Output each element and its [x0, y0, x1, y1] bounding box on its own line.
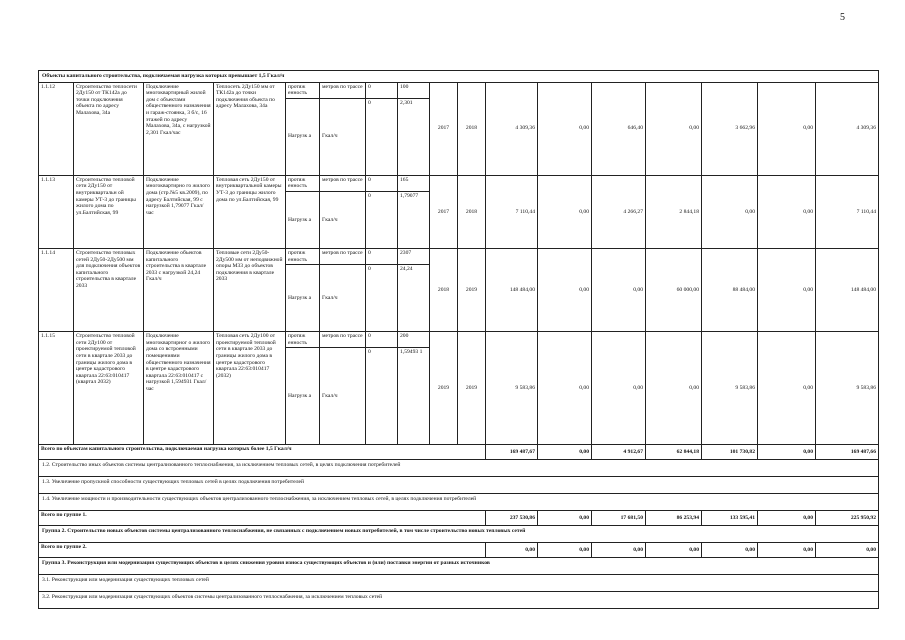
- note-row: 1.4. Увеличение мощности и производительности существующих объектов централизованного теплоснабжения, за исключением тепловых сетей, в целях подключения потребителей: [39, 494, 879, 511]
- total-value: 0,00: [816, 543, 879, 558]
- group2-title: Группа 2. Строительство новых объектов системы централизованного теплоснабжения, не связанных с подключением новых потребителей, в том числе строительство новых тепловых сетей: [39, 526, 879, 543]
- param-after: 100: [398, 82, 430, 98]
- item-purpose: Подключение объектов капитального строительства в квартале 2033 с нагрузкой 24,24 Гкал/ч: [144, 248, 214, 331]
- param-name: протяж енность: [286, 248, 320, 264]
- total-value: 4 912,67: [592, 445, 646, 460]
- total-value: 0,00: [538, 445, 592, 460]
- total-value: 225 950,92: [816, 511, 879, 526]
- cost-value: 88 484,00: [702, 248, 758, 331]
- cost-value: 0,00: [758, 82, 816, 175]
- cost-value: 0,00: [592, 332, 646, 445]
- cost-value: 646,40: [592, 82, 646, 175]
- param-before: 0: [366, 348, 398, 445]
- note-row: 3.1. Реконструкция или модернизация существующих тепловых сетей: [39, 575, 879, 592]
- cost-value: 0,00: [592, 248, 646, 331]
- note-row: 3.2. Реконструкция или модернизация существующих объектов системы централизованного теплоснабжения, за исключением тепловых сетей: [39, 592, 879, 609]
- group3-title: Группа 3. Реконструкция или модернизация существующих объектов в целях снижения уровня износа существующих объектов и (или) поставки энергии от разных источников: [39, 558, 879, 575]
- param-unit: метров по трассе: [320, 82, 366, 98]
- item-location: Тепловые сети 2Ду50-2Ду500 мм от неподвижной опоры М33 до объектов подключения в квартале 2033: [214, 248, 286, 331]
- total-value: 0,00: [758, 543, 816, 558]
- item-name: Строительство тепловой сети 2Ду150 от внутриквартальн ой камеры УТ-3 до границы жилого дома по ул.Балтийская, 99: [74, 175, 144, 248]
- group2-title: [39, 526, 879, 543]
- note-row: [39, 575, 879, 592]
- project-row: [39, 82, 879, 98]
- cost-value: 0,00: [538, 175, 592, 248]
- total-value: 237 530,86: [486, 511, 538, 526]
- param-after: 200: [398, 332, 430, 348]
- item-number: 1.1.12: [39, 82, 74, 175]
- group3-title: [39, 558, 879, 575]
- param-name: протяж енность: [286, 332, 320, 348]
- param-name: Нагрузк а: [286, 98, 320, 175]
- total-capital-row: [39, 445, 879, 460]
- total-value: 0,00: [486, 543, 538, 558]
- year-start: 2017: [430, 82, 458, 175]
- param-unit: Гкал/ч: [320, 265, 366, 332]
- note-row: [39, 460, 879, 477]
- cost-value: 0,00: [538, 248, 592, 331]
- cost-value: 2 844,18: [646, 175, 702, 248]
- param-after: 1,59493 1: [398, 348, 430, 445]
- cost-value: 148 484,00: [486, 248, 538, 331]
- total-value: 169 487,67: [486, 445, 538, 460]
- cost-value: 0,00: [758, 248, 816, 331]
- total-group2-row: [39, 543, 879, 558]
- param-before: 0: [366, 98, 398, 175]
- param-unit: Гкал/ч: [320, 348, 366, 445]
- year-end: 2019: [458, 332, 486, 445]
- param-name: Нагрузк а: [286, 265, 320, 332]
- total-label: Всего по объектам капитального строительства, подключаемая нагрузка которых более 1,5 Гкал/ч: [39, 445, 486, 460]
- item-name: Строительство тепловых сетей 2Ду50-2Ду500 мм для подключения объектов капитального строительства в квартале 2033: [74, 248, 144, 331]
- param-unit: Гкал/ч: [320, 98, 366, 175]
- item-purpose: Подключение многоквартирно го жилого дома (стр.№5 кв.2009), по адресу Балтийская, 99 с нагрузкой 1,79077 Гкал/час: [144, 175, 214, 248]
- item-location: Тепловая сеть 2Ду100 от проектируемой тепловой сети в квартале 2033 до границы жилого дома в центре кадастрового квартала 22:63:010417 (2032): [214, 332, 286, 445]
- cost-value: 0,00: [646, 332, 702, 445]
- year-start: 2018: [430, 248, 458, 331]
- note-row: 1.3. Увеличение пропускной способности существующих тепловых сетей в целях подключения потребителей: [39, 477, 879, 494]
- project-row: [39, 332, 879, 348]
- cost-value: 0,00: [758, 332, 816, 445]
- cost-value: 9 583,86: [486, 332, 538, 445]
- total-value: 62 844,18: [646, 445, 702, 460]
- param-name: Нагрузк а: [286, 348, 320, 445]
- cost-value: 4 309,36: [816, 82, 879, 175]
- cost-value: 9 583,86: [816, 332, 879, 445]
- item-name: Строительство тепловой сети 2Ду100 от проектируемой тепловой сети в квартале 2033 до границы жилого дома в центре кадастрового квартала 22:63:010417 (квартал 2032): [74, 332, 144, 445]
- cost-value: 4 309,36: [486, 82, 538, 175]
- cost-value: 0,00: [538, 82, 592, 175]
- year-end: 2018: [458, 175, 486, 248]
- param-unit: метров по трассе: [320, 332, 366, 348]
- item-location: Теплосеть 2Ду150 мм от ТК142а до точки подключения объекта по адресу Малахова, 34а: [214, 82, 286, 175]
- total-label: Всего по группе 1.: [39, 511, 486, 526]
- cost-value: 0,00: [646, 82, 702, 175]
- cost-value: 9 583,86: [702, 332, 758, 445]
- note-row: [39, 592, 879, 609]
- project-row: [39, 175, 879, 191]
- param-before: 0: [366, 332, 398, 348]
- cost-value: 60 000,00: [646, 248, 702, 331]
- note-row: 1.2. Строительство иных объектов системы централизованного теплоснабжения, за исключением тепловых сетей, в целях подключения потребителей: [39, 460, 879, 477]
- item-number: 1.1.13: [39, 175, 74, 248]
- param-before: 0: [366, 175, 398, 191]
- total-value: 0,00: [702, 543, 758, 558]
- total-value: 0,00: [646, 543, 702, 558]
- param-after: 165: [398, 175, 430, 191]
- cost-value: 7 110,44: [486, 175, 538, 248]
- item-name: Строительство теплосети 2Ду150 от ТК142а до точки подключения объекта по адресу Малахова, 34а: [74, 82, 144, 175]
- param-after: 24,24: [398, 265, 430, 332]
- page-number: 5: [840, 12, 845, 23]
- cost-value: 0,00: [702, 175, 758, 248]
- year-end: 2019: [458, 248, 486, 331]
- param-unit: Гкал/ч: [320, 191, 366, 248]
- item-purpose: Подключение многоквартирног о жилого дома со встроенными помещениями общественного назначения в центре кадастрового квартала 22:63:010417 с нагрузкой 1,594931 Гкал/час: [144, 332, 214, 445]
- param-name: Нагрузк а: [286, 191, 320, 248]
- param-before: 0: [366, 191, 398, 248]
- project-row: [39, 248, 879, 264]
- year-start: 2019: [430, 332, 458, 445]
- cost-value: 148 484,00: [816, 248, 879, 331]
- param-name: протяж енность: [286, 175, 320, 191]
- cost-value: 4 266,27: [592, 175, 646, 248]
- total-value: 17 681,50: [592, 511, 646, 526]
- param-name: протяж енность: [286, 82, 320, 98]
- param-after: 2,301: [398, 98, 430, 175]
- section-title-row: [39, 71, 879, 83]
- param-after: 2307: [398, 248, 430, 264]
- total-value: 86 253,94: [646, 511, 702, 526]
- total-value: 0,00: [592, 543, 646, 558]
- total-value: 0,00: [758, 445, 816, 460]
- total-value: 0,00: [538, 511, 592, 526]
- note-row: [39, 494, 879, 511]
- total-label: Всего по группе 2.: [39, 543, 486, 558]
- year-start: 2017: [430, 175, 458, 248]
- total-value: 0,00: [758, 511, 816, 526]
- cost-value: 0,00: [538, 332, 592, 445]
- total-value: 101 730,82: [702, 445, 758, 460]
- total-value: 169 487,66: [816, 445, 879, 460]
- cost-value: 3 662,96: [702, 82, 758, 175]
- param-after: 1,79077: [398, 191, 430, 248]
- note-row: [39, 477, 879, 494]
- total-value: 133 595,41: [702, 511, 758, 526]
- cost-value: 0,00: [758, 175, 816, 248]
- param-unit: метров по трассе: [320, 175, 366, 191]
- item-location: Тепловая сеть 2Ду150 от внутриквартальной камеры УТ-3 до границы жилого дома по ул.Балтийская, 99: [214, 175, 286, 248]
- item-number: 1.1.15: [39, 332, 74, 445]
- year-end: 2018: [458, 82, 486, 175]
- item-purpose: Подключение многоквартирный жилой дом с объектами общественного назначения и гараж-стоянка, 3 б/с, 16 этажей по адресу Малахова, 34а, с нагрузкой 2,301 Гкал/час: [144, 82, 214, 175]
- param-before: 0: [366, 82, 398, 98]
- section-title: Объекты капитального строительства, подключаемая нагрузка которых превышает 1,5 Гкал/ч: [39, 71, 879, 83]
- item-number: 1.1.14: [39, 248, 74, 331]
- param-before: 0: [366, 248, 398, 264]
- total-group1-row: [39, 511, 879, 526]
- cost-value: 7 110,44: [816, 175, 879, 248]
- total-value: 0,00: [538, 543, 592, 558]
- param-unit: метров по трассе: [320, 248, 366, 264]
- param-before: 0: [366, 265, 398, 332]
- investment-table: [38, 70, 879, 609]
